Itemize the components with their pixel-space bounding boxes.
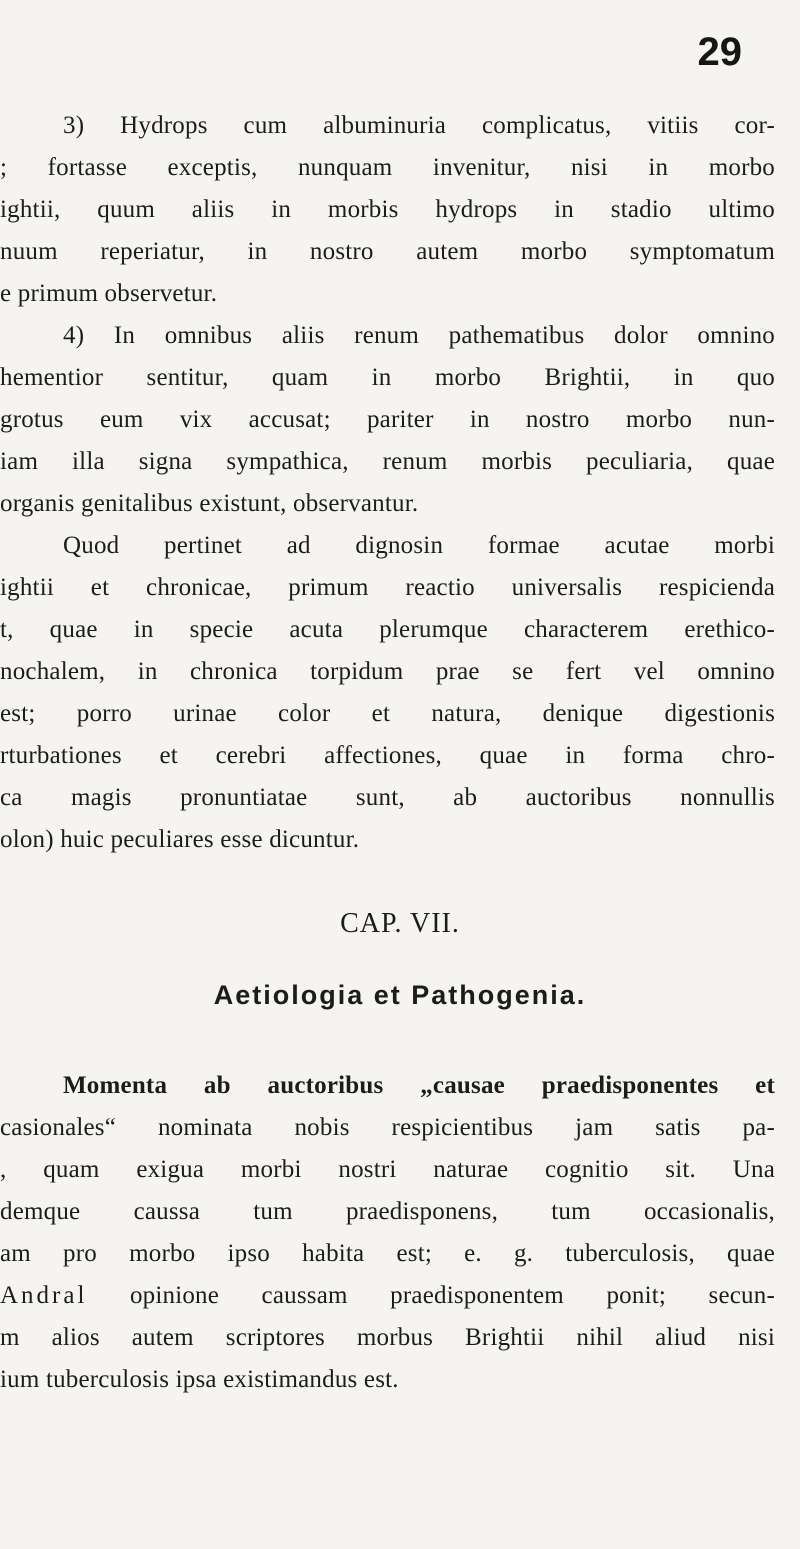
text-line: Quod pertinet ad dignosin formae acutae morbi (63, 532, 775, 559)
text-line: ium tuberculosis ipsa existimandus est. (0, 1366, 399, 1393)
text-line: ca magis pronuntiatae sunt, ab auctoribus nonnullis (0, 784, 775, 811)
text-line-andral (0, 1282, 775, 1310)
text-line: iam illa signa sympathica, renum morbis peculiaria, quae (0, 448, 775, 475)
text-line: 4) In omnibus aliis renum pathematibus dolor omnino (63, 322, 775, 349)
text-line: olon) huic peculiares esse dicuntur. (0, 826, 360, 853)
text-span: opinione caussam praedisponentem ponit; secun- (87, 1282, 775, 1309)
text-line: 3) Hydrops cum albuminuria complicatus, vitiis cor- (63, 112, 775, 139)
chapter-heading: CAP. VII. (340, 908, 460, 939)
text-line: ightii et chronicae, primum reactio universalis respicienda (0, 574, 775, 601)
page-number: 29 (697, 30, 742, 74)
chapter-title: Aetiologia et Pathogenia. (213, 980, 587, 1010)
text-line: e primum observetur. (0, 280, 218, 307)
text-line: t, quae in specie acuta plerumque characterem erethico- (0, 616, 775, 643)
text-line: m alios autem scriptores morbus Brightii nihil aliud nisi (0, 1324, 775, 1351)
text-line: grotus eum vix accusat; pariter in nostro morbo nun- (0, 406, 775, 433)
text-line: Momenta ab auctoribus „causae praedisponentes et (63, 1072, 775, 1099)
text-line: ightii, quum aliis in morbis hydrops in stadio ultimo (0, 196, 775, 223)
text-line: hementior sentitur, quam in morbo Brightii, in quo (0, 364, 775, 391)
text-line: nochalem, in chronica torpidum prae se fert vel omnino (0, 658, 775, 685)
text-line: est; porro urinae color et natura, denique digestionis (0, 700, 775, 727)
text-line: demque caussa tum praedisponens, tum occasionalis, (0, 1198, 775, 1225)
text-line: nuum reperiatur, in nostro autem morbo symptomatum (0, 238, 775, 265)
text-line: organis genitalibus existunt, observantur. (0, 490, 419, 517)
text-line: , quam exigua morbi nostri naturae cognitio sit. Una (0, 1156, 775, 1183)
text-line: rturbationes et cerebri affectiones, quae in forma chro- (0, 742, 775, 769)
text-line: casionales“ nominata nobis respicientibus jam satis pa- (0, 1114, 775, 1141)
text-line: am pro morbo ipso habita est; e. g. tuberculosis, quae (0, 1240, 775, 1267)
author-name: Andral (0, 1282, 88, 1309)
text-line: ; fortasse exceptis, nunquam invenitur, nisi in morbo (0, 154, 775, 181)
